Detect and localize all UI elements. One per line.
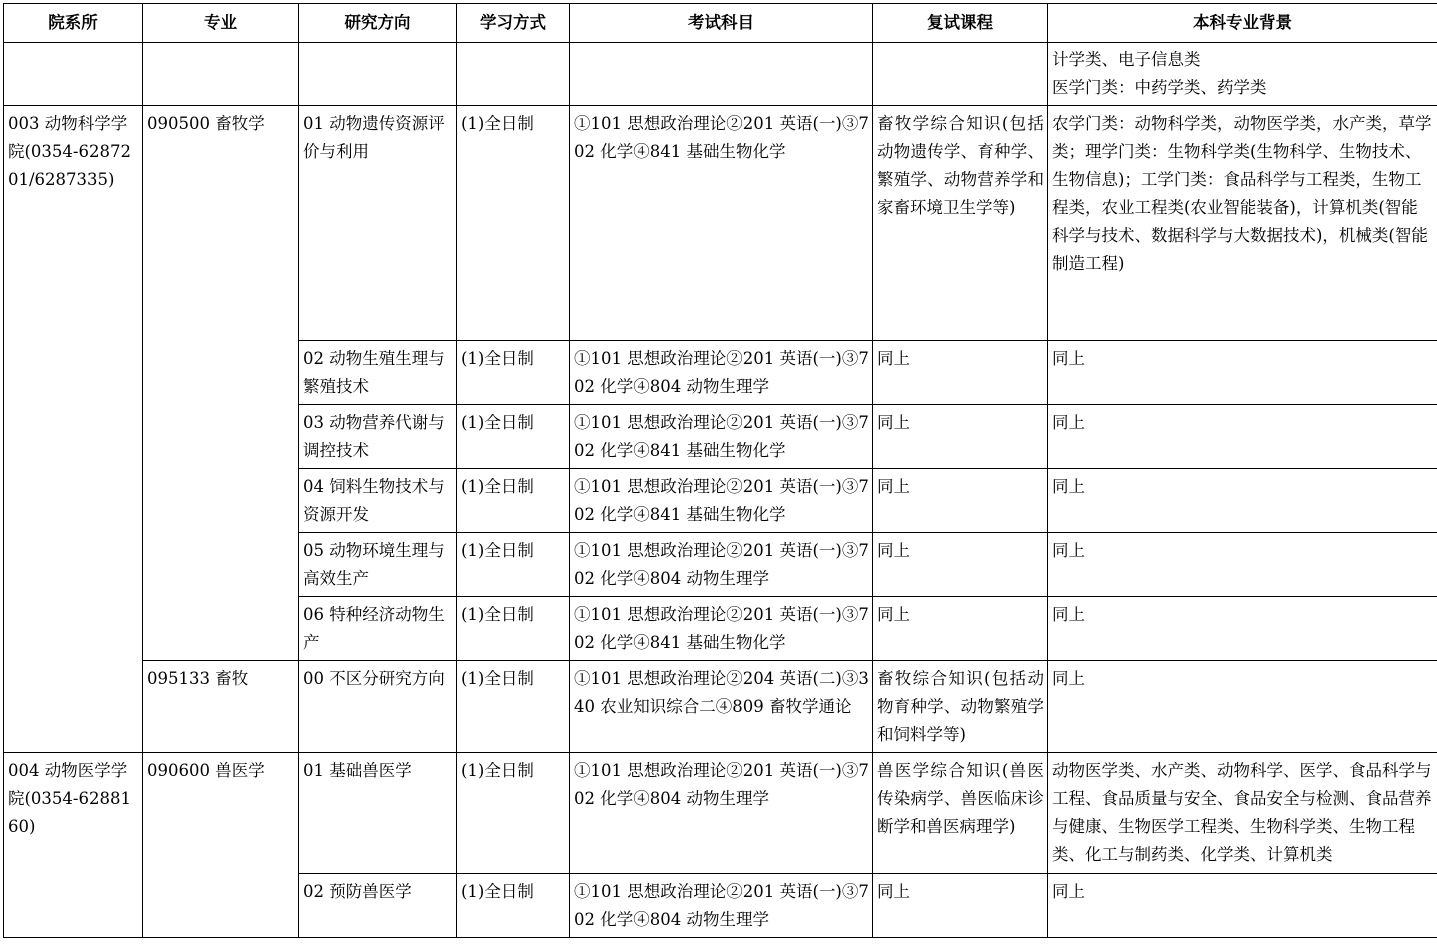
cell-retest: 同上 <box>873 597 1048 661</box>
cell-exam: ①101 思想政治理论②201 英语(一)③702 化学④841 基础生物化学 <box>570 405 873 469</box>
cell-direction: 00 不区分研究方向 <box>299 661 457 753</box>
cell-background: 动物医学类、水产类、动物科学、医学、食品科学与工程、食品质量与安全、食品安全与检测、食品营养与健康、生物医学工程类、生物科学类、生物工程类、化工与制药类、化学类、计算机类 <box>1048 753 1437 874</box>
cell-background: 同上 <box>1048 661 1437 753</box>
cell-retest: 同上 <box>873 874 1048 938</box>
cell-exam: ①101 思想政治理论②201 英语(一)③702 化学④804 动物生理学 <box>570 341 873 405</box>
cell-mode: (1)全日制 <box>457 661 570 753</box>
cell-department <box>4 43 143 106</box>
cell-exam: ①101 思想政治理论②201 英语(一)③702 化学④804 动物生理学 <box>570 533 873 597</box>
cell-mode: (1)全日制 <box>457 106 570 341</box>
cell-retest: 兽医学综合知识(兽医传染病学、兽医临床诊断学和兽医病理学) <box>873 753 1048 874</box>
header-department: 院系所 <box>4 4 143 43</box>
cell-exam: ①101 思想政治理论②201 英语(一)③702 化学④841 基础生物化学 <box>570 106 873 341</box>
header-row <box>4 4 1437 43</box>
cell-retest: 同上 <box>873 405 1048 469</box>
cell-direction: 02 动物生殖生理与繁殖技术 <box>299 341 457 405</box>
table-row <box>4 43 1437 106</box>
cell-major: 090600 兽医学 <box>143 753 299 938</box>
cell-retest: 同上 <box>873 341 1048 405</box>
table-row <box>4 753 1437 874</box>
department-phone: (0354-6288160) <box>8 789 131 836</box>
cell-mode: (1)全日制 <box>457 874 570 938</box>
cell-mode: (1)全日制 <box>457 753 570 874</box>
cell-department <box>4 753 143 938</box>
header-retest-course: 复试课程 <box>873 4 1048 43</box>
cell-direction: 04 饲料生物技术与资源开发 <box>299 469 457 533</box>
header-major: 专业 <box>143 4 299 43</box>
background-line: 计学类、电子信息类 <box>1052 46 1434 74</box>
cell-major: 095133 畜牧 <box>143 661 299 753</box>
cell-direction: 01 基础兽医学 <box>299 753 457 874</box>
cell-direction: 05 动物环境生理与高效生产 <box>299 533 457 597</box>
department-phone: (0354-6287201/6287335) <box>8 142 131 189</box>
cell-direction <box>299 43 457 106</box>
cell-mode: (1)全日制 <box>457 533 570 597</box>
cell-major: 090500 畜牧学 <box>143 106 299 661</box>
header-study-mode: 学习方式 <box>457 4 570 43</box>
cell-exam <box>570 43 873 106</box>
department-name: 003 动物科学学院 <box>8 114 127 161</box>
cell-direction: 06 特种经济动物生产 <box>299 597 457 661</box>
cell-retest: 畜牧学综合知识(包括动物遗传学、育种学、繁殖学、动物营养学和家畜环境卫生学等) <box>873 106 1048 341</box>
cell-direction: 01 动物遗传资源评价与利用 <box>299 106 457 341</box>
cell-mode: (1)全日制 <box>457 405 570 469</box>
admissions-table <box>3 3 1437 938</box>
cell-department <box>4 106 143 753</box>
cell-exam: ①101 思想政治理论②201 英语(一)③702 化学④804 动物生理学 <box>570 753 873 874</box>
cell-background: 同上 <box>1048 341 1437 405</box>
cell-background: 同上 <box>1048 533 1437 597</box>
cell-mode: (1)全日制 <box>457 341 570 405</box>
cell-direction: 03 动物营养代谢与调控技术 <box>299 405 457 469</box>
cell-retest: 同上 <box>873 469 1048 533</box>
cell-exam: ①101 思想政治理论②201 英语(一)③702 化学④804 动物生理学 <box>570 874 873 938</box>
cell-retest: 畜牧综合知识(包括动物育种学、动物繁殖学和饲料学等) <box>873 661 1048 753</box>
cell-exam: ①101 思想政治理论②201 英语(一)③702 化学④841 基础生物化学 <box>570 597 873 661</box>
cell-background: 同上 <box>1048 874 1437 938</box>
cell-background: 同上 <box>1048 597 1437 661</box>
cell-direction: 02 预防兽医学 <box>299 874 457 938</box>
department-name: 004 动物医学学院 <box>8 761 127 808</box>
cell-mode: (1)全日制 <box>457 597 570 661</box>
table-row <box>4 661 1437 753</box>
header-exam-subjects: 考试科目 <box>570 4 873 43</box>
table-row <box>4 106 1437 341</box>
header-research-direction: 研究方向 <box>299 4 457 43</box>
cell-mode: (1)全日制 <box>457 469 570 533</box>
cell-background: 农学门类：动物科学类，动物医学类，水产类，草学类；理学门类：生物科学类(生物科学、生物技术、生物信息)；工学门类：食品科学与工程类，生物工程类，农业工程类(农业智能装备)，计算机类(智能科学与技术、数据科学与大数据技术)，机械类(智能制造工程) <box>1048 106 1437 341</box>
cell-major <box>143 43 299 106</box>
cell-retest: 同上 <box>873 533 1048 597</box>
header-undergrad-background: 本科专业背景 <box>1048 4 1437 43</box>
cell-background <box>1048 43 1437 106</box>
background-line: 医学门类：中药学类、药学类 <box>1052 74 1434 102</box>
cell-mode <box>457 43 570 106</box>
cell-exam: ①101 思想政治理论②201 英语(一)③702 化学④841 基础生物化学 <box>570 469 873 533</box>
cell-background: 同上 <box>1048 469 1437 533</box>
cell-background: 同上 <box>1048 405 1437 469</box>
cell-retest <box>873 43 1048 106</box>
cell-exam: ①101 思想政治理论②204 英语(二)③340 农业知识综合二④809 畜牧学通论 <box>570 661 873 753</box>
